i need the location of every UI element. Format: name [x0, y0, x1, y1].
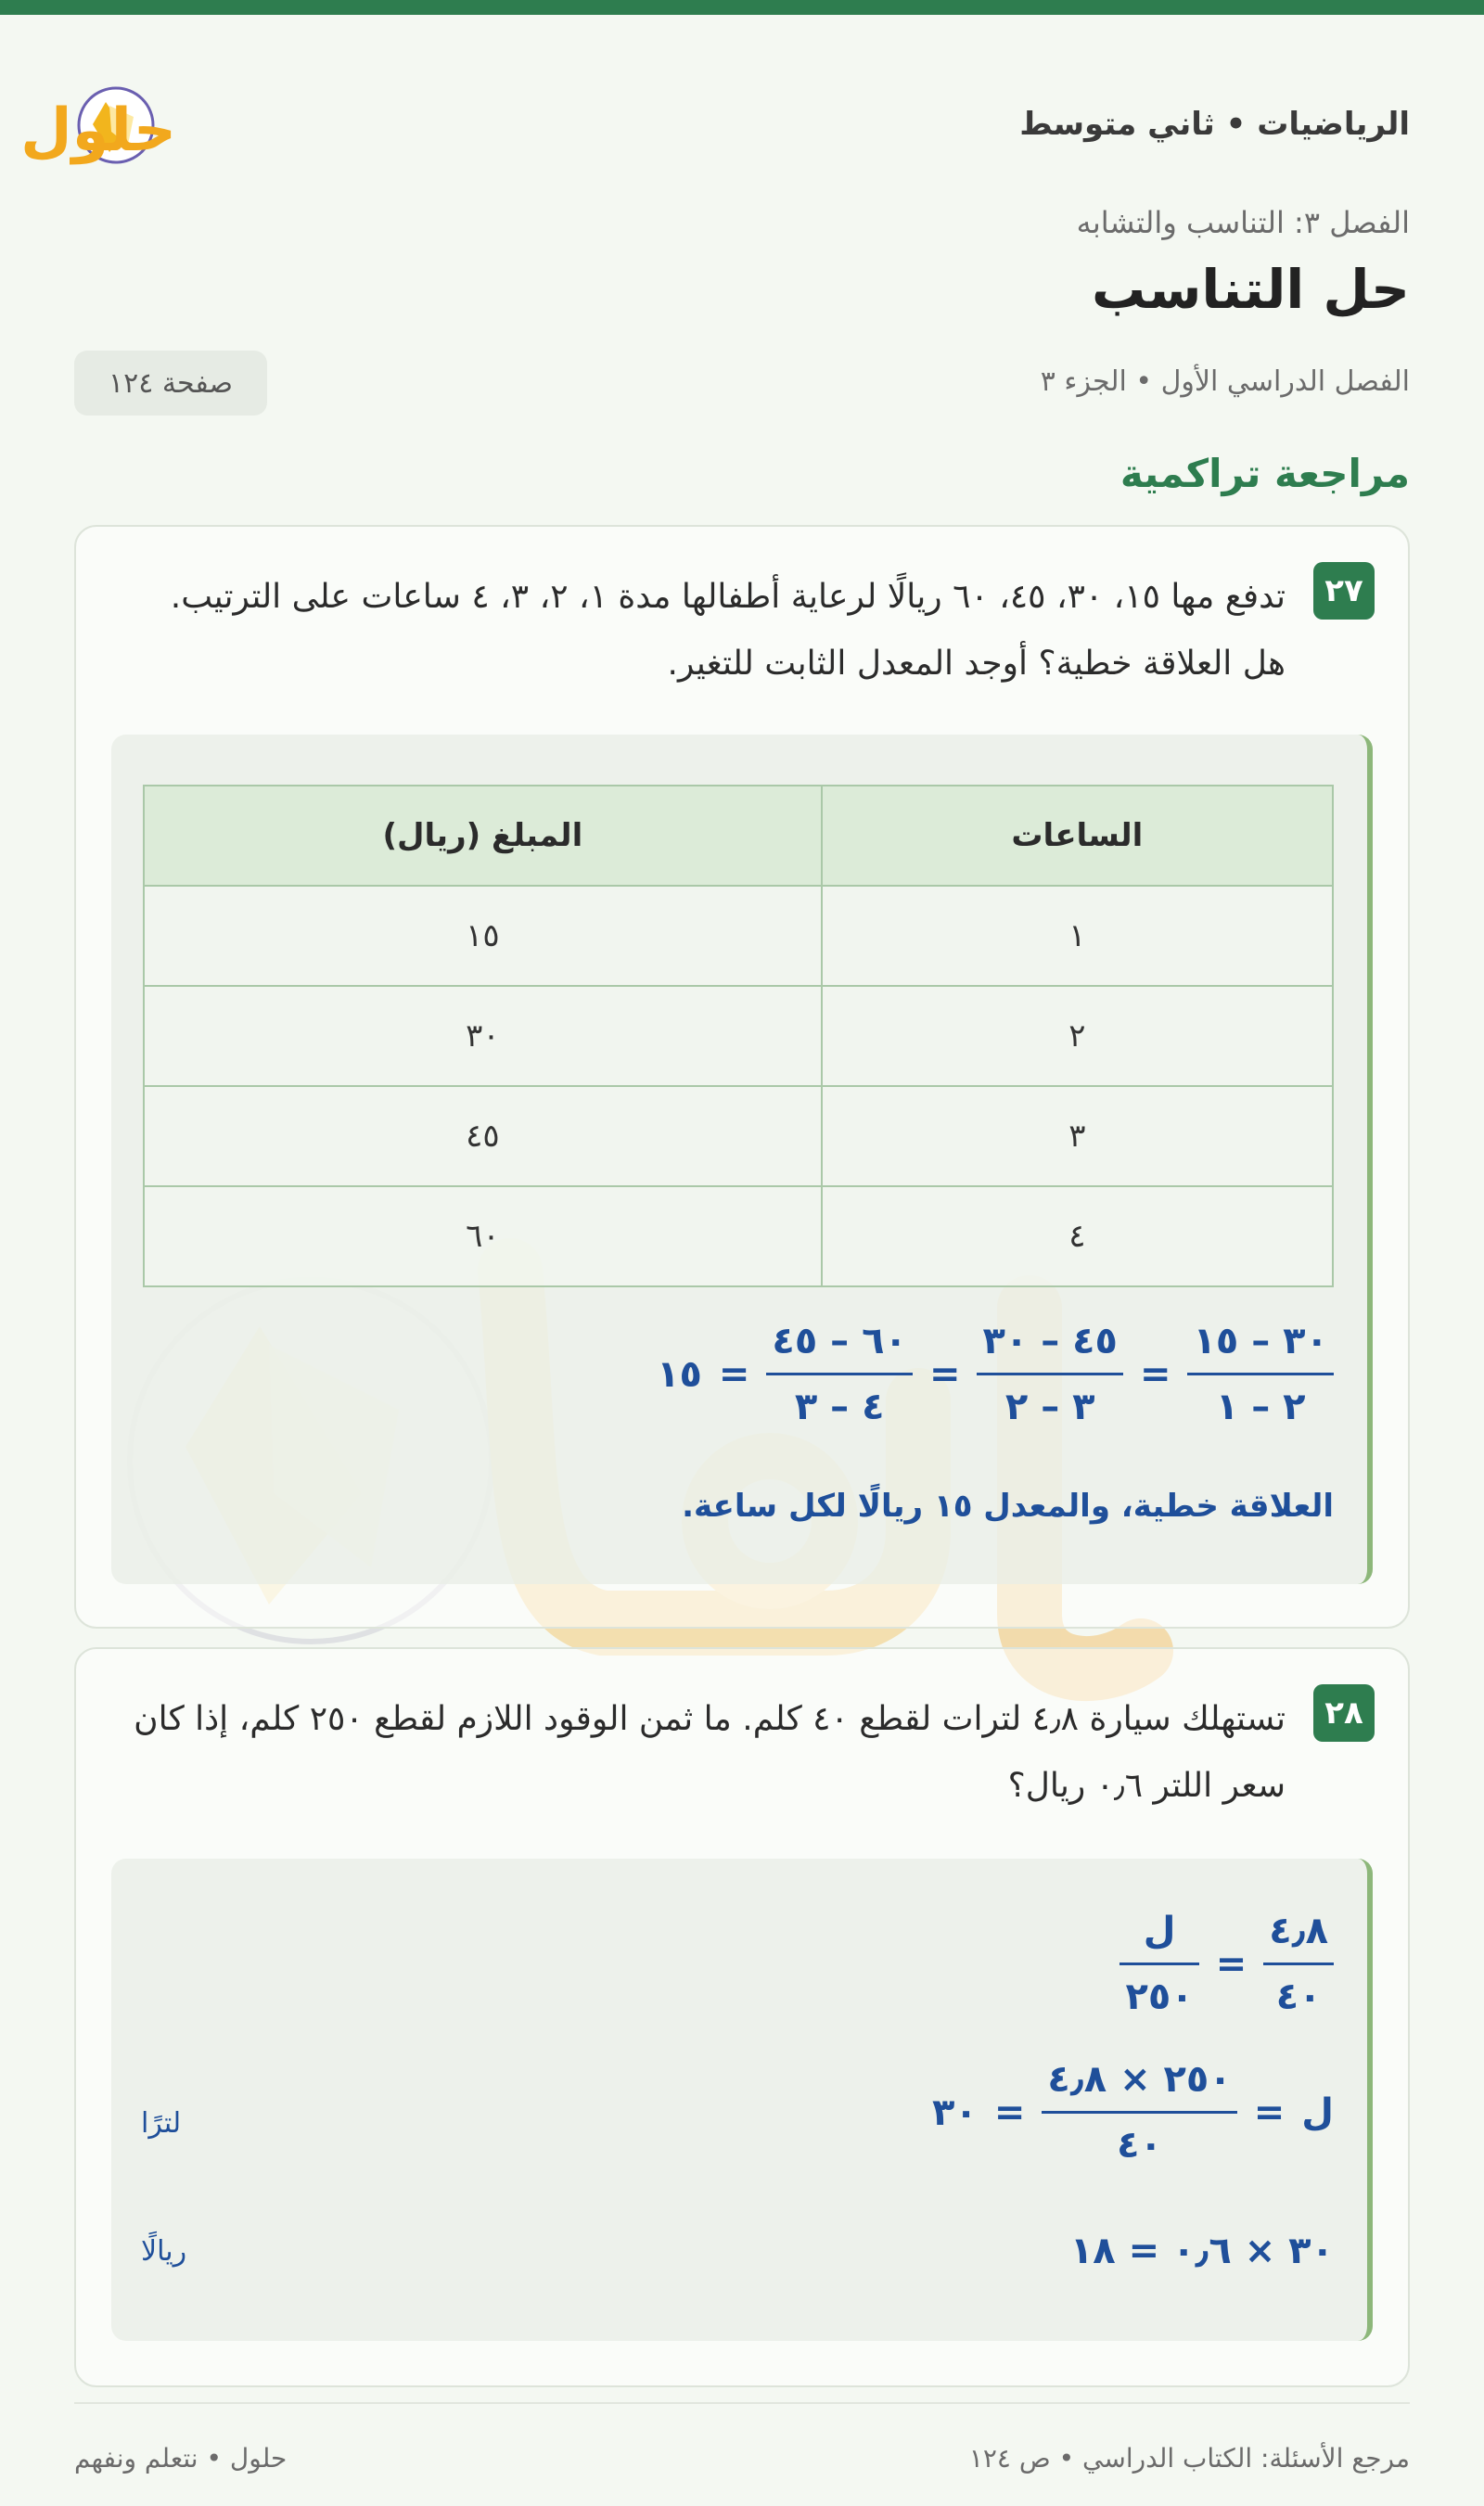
fraction [1263, 1905, 1334, 2023]
question-number-badge: ٢٧ [1313, 562, 1375, 620]
subject-label: الرياضيات • ثاني متوسط [1019, 106, 1410, 143]
fraction [977, 1315, 1123, 1433]
equation-lhs: ل [1301, 2090, 1334, 2134]
numerator: ل [1143, 1910, 1176, 1952]
question-number-badge: ٢٨ [1313, 1684, 1375, 1742]
equals-sign: = [1139, 1352, 1171, 1396]
fraction-bar [1263, 1963, 1334, 1965]
numerator: ٣٠ – ١٥ [1193, 1320, 1328, 1362]
solution-box [111, 1859, 1373, 2341]
table-cell-amount: ٤٥ [144, 1086, 822, 1186]
proportion-equation [1119, 1905, 1334, 2023]
chapter-label: الفصل ٣: التناسب والتشابه [1076, 205, 1410, 240]
question-card-27 [74, 525, 1410, 1629]
question-card-28 [74, 1647, 1410, 2387]
hlol-logo[interactable] [20, 74, 334, 176]
page-badge: صفحة ١٢٤ [74, 351, 267, 416]
unit-label: لترًا [141, 2107, 182, 2140]
fraction [1042, 2053, 1236, 2171]
fraction-bar [977, 1373, 1123, 1375]
lesson-title: حل التناسب [1092, 258, 1410, 321]
equation-result: ١٥ [657, 1352, 702, 1396]
table-cell-hours: ١ [822, 886, 1333, 986]
numerator: ٢٥٠ × ٤٫٨ [1047, 2058, 1232, 2101]
equals-sign: = [928, 1352, 961, 1396]
table-cell-hours: ٤ [822, 1186, 1333, 1286]
footer-divider [74, 2402, 1410, 2404]
cost-expression: ٣٠ × ٠٫٦ = ١٨ [1069, 2230, 1334, 2272]
denominator: ٣ – ٢ [1004, 1386, 1095, 1428]
page-content [20, 15, 1410, 2506]
table-row [144, 1186, 1333, 1286]
fraction-bar [1187, 1373, 1334, 1375]
top-accent-bar [0, 0, 1484, 15]
denominator: ٤٠ [1275, 1975, 1322, 2018]
denominator: ٤٠ [1117, 2124, 1162, 2167]
equation-result: ٣٠ [932, 2090, 978, 2134]
denominator: ٢ – ١ [1215, 1386, 1306, 1428]
table-cell-hours: ٣ [822, 1086, 1333, 1186]
table-header-row [144, 786, 1333, 886]
table-header-amount: المبلغ (ريال) [144, 786, 822, 886]
table-row [144, 1086, 1333, 1186]
logo-text: حلول [20, 96, 176, 165]
equals-sign: = [718, 1352, 750, 1396]
numerator: ٦٠ – ٤٥ [772, 1320, 907, 1362]
solve-equation [932, 2053, 1334, 2171]
equals-sign: = [993, 2090, 1026, 2134]
solution-box [111, 735, 1373, 1584]
equals-sign: = [1215, 1942, 1247, 1986]
data-table [143, 785, 1334, 1287]
table-cell-hours: ٢ [822, 986, 1333, 1086]
fraction [1119, 1905, 1198, 2023]
denominator: ٤ – ٣ [794, 1386, 885, 1428]
table-cell-amount: ٦٠ [144, 1186, 822, 1286]
table-header-hours: الساعات [822, 786, 1333, 886]
cost-equation [1070, 2230, 1334, 2272]
equals-sign: = [1253, 2090, 1286, 2134]
footer-source: مرجع الأسئلة: الكتاب الدراسي • ص ١٢٤ [968, 2443, 1410, 2474]
fraction-bar [1042, 2111, 1236, 2114]
unit-label: ريالًا [141, 2235, 187, 2268]
rate-equation [657, 1315, 1334, 1433]
table-row [144, 986, 1333, 1086]
numerator: ٤٫٨ [1269, 1910, 1328, 1952]
fraction [1187, 1315, 1334, 1433]
page-header [20, 65, 1410, 204]
fraction-bar [766, 1373, 913, 1375]
numerator: ٤٥ – ٣٠ [982, 1320, 1118, 1362]
conclusion-text: العلاقة خطية، والمعدل ١٥ ريالًا لكل ساعة. [682, 1488, 1334, 1525]
table-row [144, 886, 1333, 986]
question-text: تدفع مها ١٥، ٣٠، ٤٥، ٦٠ ريالًا لرعاية أطفالها مدة ١، ٢، ٣، ٤ ساعات على الترتيب. هل العلاقة خطية؟ أوجد المعدل الثابت للتغير. [170, 578, 1286, 683]
fraction-bar [1119, 1963, 1198, 1965]
footer-brand: حلول • نتعلم ونفهم [74, 2443, 288, 2474]
fraction [766, 1315, 913, 1433]
section-title: مراجعة تراكمية [1119, 451, 1410, 496]
term-label: الفصل الدراسي الأول • الجزء ٣ [1040, 365, 1410, 398]
question-text: تستهلك سيارة ٤٫٨ لترات لقطع ٤٠ كلم. ما ثمن الوقود اللازم لقطع ٢٥٠ كلم، إذا كان سعر اللتر ٠٫٦ ريال؟ [134, 1700, 1286, 1805]
table-cell-amount: ١٥ [144, 886, 822, 986]
denominator: ٢٥٠ [1125, 1975, 1194, 2018]
table-cell-amount: ٣٠ [144, 986, 822, 1086]
